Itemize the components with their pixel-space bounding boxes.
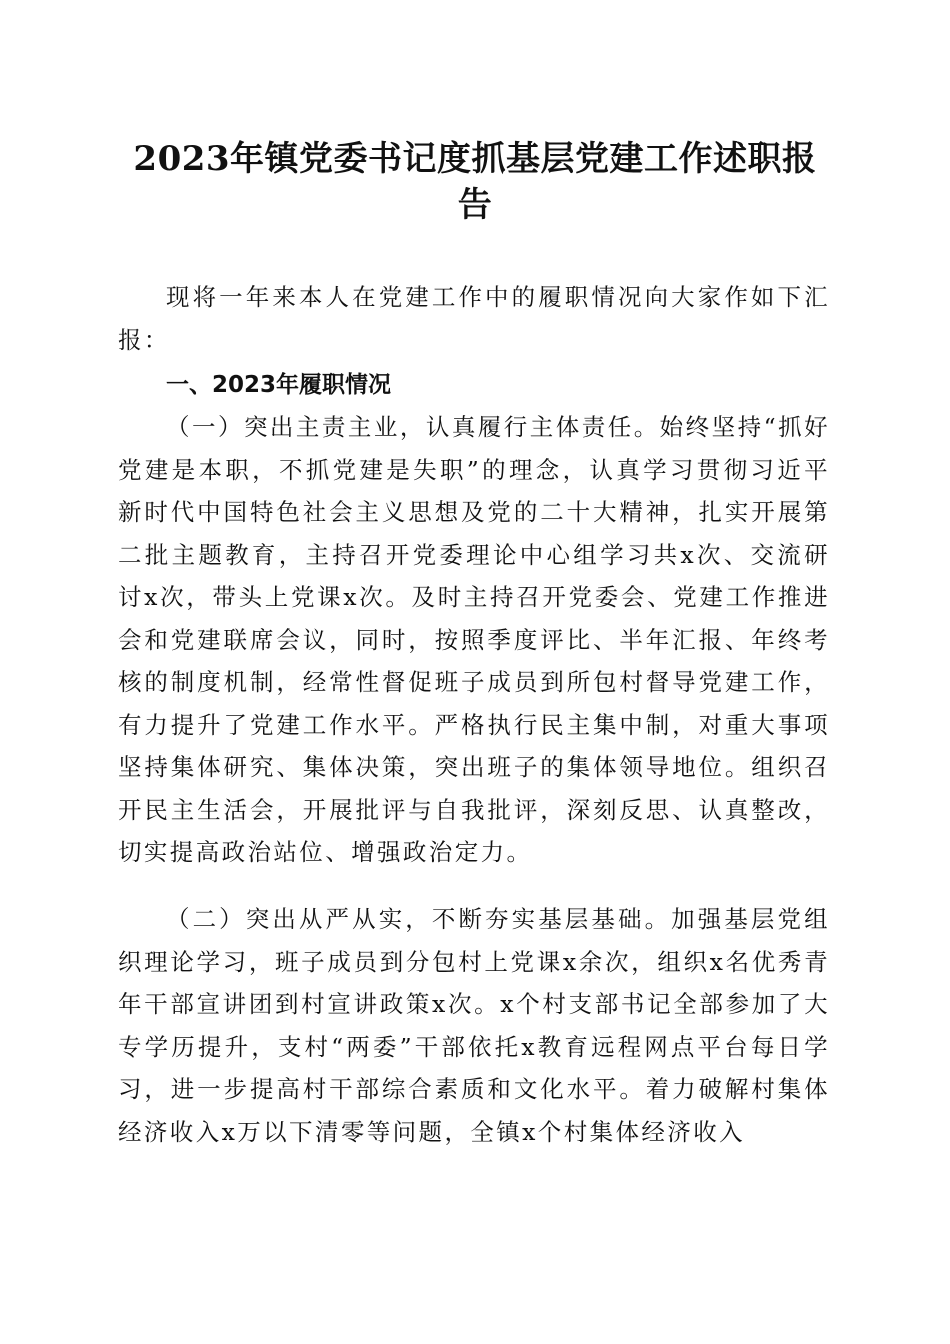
paragraph-2: （二）突出从严从实，不断夯实基层基础。加强基层党组织理论学习，班子成员到分包村上党课x余次，组织x名优秀青年干部宣讲团到村宣讲政策x次。x个村支部书记全部参加了大专学历提升，支村“两委”干部依托x教育远程网点平台每日学习，进一步提高村干部综合素质和文化水平。着力破解村集体经济收入x万以下清零等问题，全镇x个村集体经济收入	[118, 905, 830, 1146]
document-title: 2023年镇党委书记度抓基层党建工作述职报告	[133, 139, 817, 225]
paragraph-1: （一）突出主责主业，认真履行主体责任。始终坚持“抓好党建是本职，不抓党建是失职”的理念，认真学习贯彻习近平新时代中国特色社会主义思想及党的二十大精神，扎实开展第二批主题教育，主持召开党委理论中心组学习共x次、交流研讨x次，带头上党课x次。及时主持召开党委会、党建工作推进会和党建联席会议，同时，按照季度评比、半年汇报、年终考核的制度机制，经常性督促班子成员到所包村督导党建工作，有力提升了党建工作水平。严格执行民主集中制，对重大事项坚持集体研究、集体决策，突出班子的集体领导地位。组织召开民主生活会，开展批评与自我批评，深刻反思、认真整改，切实提高政治站位、增强政治定力。	[118, 413, 830, 866]
section-heading: 一、2023年履职情况	[166, 372, 392, 398]
intro-paragraph: 现将一年来本人在党建工作中的履职情况向大家作如下汇报：	[118, 283, 830, 354]
